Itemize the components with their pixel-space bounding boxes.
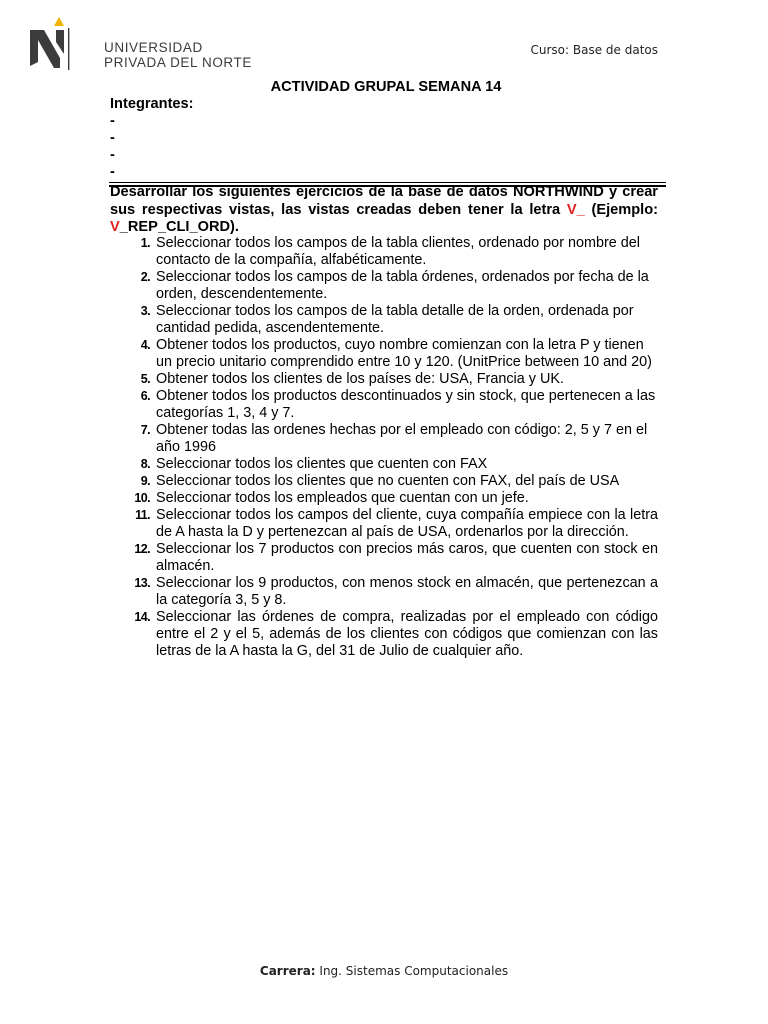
university-name [104, 41, 252, 70]
task-number: 3. [140, 304, 150, 318]
task-item [110, 303, 658, 337]
task-text: Seleccionar todos los campos de la tabla detalle de la orden, ordenada por cantidad pedida, ascendentemente. [156, 303, 634, 336]
task-text: Seleccionar todos los campos de la tabla órdenes, ordenados por fecha de la orden, descendentemente. [156, 269, 649, 302]
task-number: 2. [140, 270, 150, 284]
member-line-2: - [110, 130, 115, 146]
task-number: 14. [134, 610, 150, 624]
divider-line [109, 182, 666, 183]
task-number: 11. [135, 508, 150, 522]
task-item [110, 575, 658, 609]
task-number: 5. [140, 372, 150, 386]
task-number: 7. [140, 423, 150, 437]
task-item [110, 371, 658, 388]
task-text: Seleccionar todos los clientes que cuenten con FAX [156, 456, 488, 472]
task-text: Obtener todos los clientes de los países de: USA, Francia y UK. [156, 371, 564, 387]
task-text: Obtener todos los productos descontinuados y sin stock, que pertenecen a las categorías 1, 3, 4 y 7. [156, 388, 656, 421]
instructions-text: Desarrollar los siguientes ejercicios de la base de datos NORTHWIND y crear sus respectivas vistas, las vistas creadas deben tener la letra [110, 184, 658, 218]
task-number: 4. [140, 338, 150, 352]
task-item [110, 269, 658, 303]
task-item [110, 422, 658, 456]
view-prefix: V_ [566, 201, 585, 218]
task-item [110, 490, 658, 507]
member-line-1: - [110, 113, 115, 129]
task-text: Seleccionar todos los campos de la tabla clientes, ordenado por nombre del contacto de la compañía, alfabéticamente. [156, 235, 640, 268]
task-item [110, 456, 658, 473]
example-prefix: V [110, 219, 120, 235]
document-title: ACTIVIDAD GRUPAL SEMANA 14 [270, 79, 502, 95]
member-line-3: - [110, 147, 115, 163]
task-text: Seleccionar los 7 productos con precios más caros, que cuenten con stock en almacén. [156, 541, 658, 574]
task-number: 13. [134, 576, 150, 590]
task-number: 1. [140, 236, 150, 250]
task-item [110, 609, 658, 660]
task-text: Seleccionar los 9 productos, con menos stock en almacén, que pertenezcan a la categoría 3, 5 y 8. [156, 575, 658, 608]
task-number: 10. [134, 491, 150, 505]
task-item [110, 235, 658, 269]
task-text: Seleccionar todos los campos del cliente, cuya compañía empiece con la letra de A hasta la D y pertenezcan al país de USA, ordenarlos por la dirección. [156, 507, 658, 540]
university-name-line1: UNIVERSIDAD [104, 40, 203, 55]
task-item [110, 473, 658, 490]
task-number: 12. [134, 542, 150, 556]
task-item [110, 541, 658, 575]
task-text: Seleccionar todos los clientes que no cuenten con FAX, del país de USA [156, 473, 620, 489]
footer-career [0, 964, 768, 978]
upn-logo-mark-icon [26, 14, 76, 74]
members-label: Integrantes: [110, 96, 194, 112]
instructions-paragraph [110, 184, 658, 237]
course-label: Curso: Base de datos [530, 43, 658, 57]
university-name-line2: PRIVADA DEL NORTE [104, 54, 252, 70]
task-text: Seleccionar las órdenes de compra, realizadas por el empleado con código entre el 2 y el 5, además de los clientes con códigos que comienzan con las letras de la A hasta la G, del 31 de Julio de cualquier año. [156, 609, 658, 659]
member-line-4: - [110, 164, 115, 180]
task-number: 8. [140, 457, 150, 471]
task-item [110, 388, 658, 422]
task-list [110, 235, 658, 660]
example-open: (Ejemplo: [591, 201, 658, 218]
task-text: Seleccionar todos los empleados que cuentan con un jefe. [156, 490, 529, 506]
task-item [110, 337, 658, 371]
members-section [110, 96, 670, 181]
task-text: Obtener todos los productos, cuyo nombre comienzan con la letra P y tienen un precio unitario comprendido entre 10 y 120. (UnitPrice between 10 and 20) [156, 337, 652, 370]
task-text: Obtener todas las ordenes hechas por el empleado con código: 2, 5 y 7 en el año 1996 [156, 422, 648, 455]
task-number: 9. [140, 474, 150, 488]
task-number: 6. [140, 389, 150, 403]
university-logo [26, 14, 252, 74]
example-rest: _REP_CLI_ORD). [119, 219, 239, 235]
footer-career-value: Ing. Sistemas Computacionales [315, 964, 509, 978]
task-item [110, 507, 658, 541]
footer-career-label: Carrera: [259, 964, 316, 978]
